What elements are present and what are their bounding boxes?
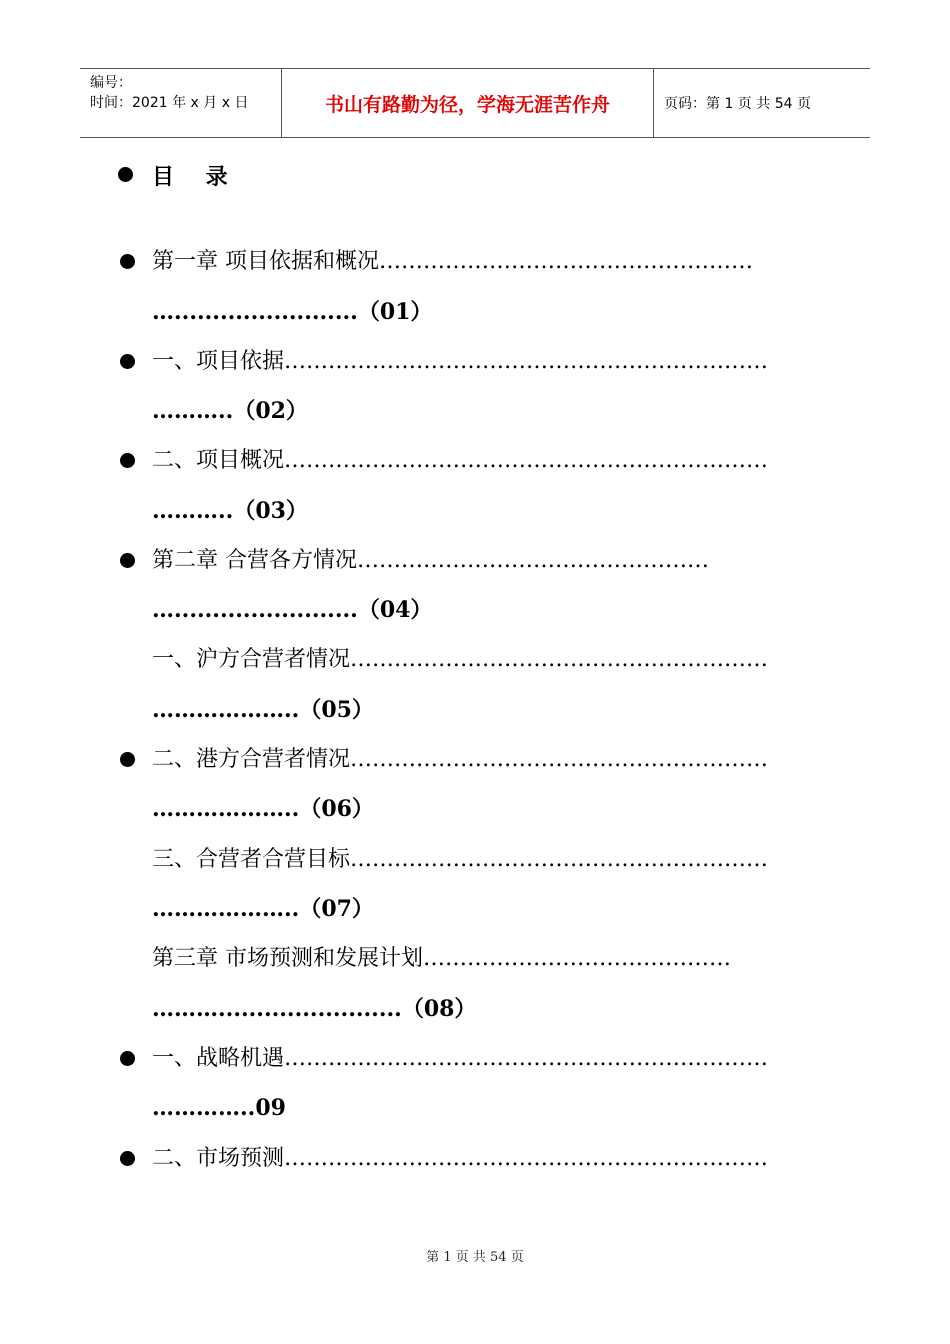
toc-entry-page: ………………..（07） xyxy=(152,896,374,922)
number-label: 编号： xyxy=(90,75,132,91)
toc-entry-line: 第一章 项目依据和概况…………………………………………… xyxy=(152,249,753,274)
bullet-icon xyxy=(120,254,135,269)
page-footer: 第 1 页 共 54 页 xyxy=(426,1250,524,1265)
header-page-info: 页码：第 1 页 共 54 页 xyxy=(664,96,811,112)
toc-entry-page: ………..（03） xyxy=(152,498,308,524)
bullet-icon xyxy=(118,167,133,182)
bullet-icon xyxy=(120,1151,135,1166)
toc-entry-line: 第二章 合营各方情况………………………………………… xyxy=(152,548,709,573)
toc-entry-line: 一、项目依据………………………………………………………… xyxy=(152,349,769,374)
toc-entry-page: ………........................（08） xyxy=(152,996,477,1022)
bullet-icon xyxy=(120,453,135,468)
bullet-icon xyxy=(120,1051,135,1066)
bullet-icon xyxy=(120,354,135,369)
toc-entry-page: …........................（01） xyxy=(152,299,433,325)
toc-entry-line: 一、战略机遇………………………………………………………… xyxy=(152,1046,769,1071)
toc-entry-page: …………..09 xyxy=(152,1095,286,1121)
toc-entry-line: 二、港方合营者情况………………………………………………… xyxy=(152,747,769,772)
time-label: 时间：2021 年 x 月 x 日 xyxy=(90,95,249,111)
toc-entry-line: 二、项目概况………………………………………………………… xyxy=(152,448,769,473)
toc-entry-line: 第三章 市场预测和发展计划…………………………………… xyxy=(152,946,731,971)
page-header xyxy=(80,68,870,138)
toc-entry-page: ………………..（05） xyxy=(152,697,374,723)
toc-entry-page: ………..（02） xyxy=(152,398,308,424)
toc-entry-line: 一、沪方合营者情况………………………………………………… xyxy=(152,647,769,672)
header-meta xyxy=(80,69,282,137)
toc-title: 目 录 xyxy=(152,164,240,190)
toc-entry-line: 二、市场预测………………………………………………………… xyxy=(152,1146,769,1171)
toc-entry-line: 三、合营者合营目标………………………………………………… xyxy=(152,847,769,872)
bullet-icon xyxy=(120,553,135,568)
header-motto: 书山有路勤为径，学海无涯苦作舟 xyxy=(282,69,654,137)
toc-entry-page: ………………..（06） xyxy=(152,796,374,822)
bullet-icon xyxy=(120,752,135,767)
toc-entry-page: …........................（04） xyxy=(152,597,433,623)
